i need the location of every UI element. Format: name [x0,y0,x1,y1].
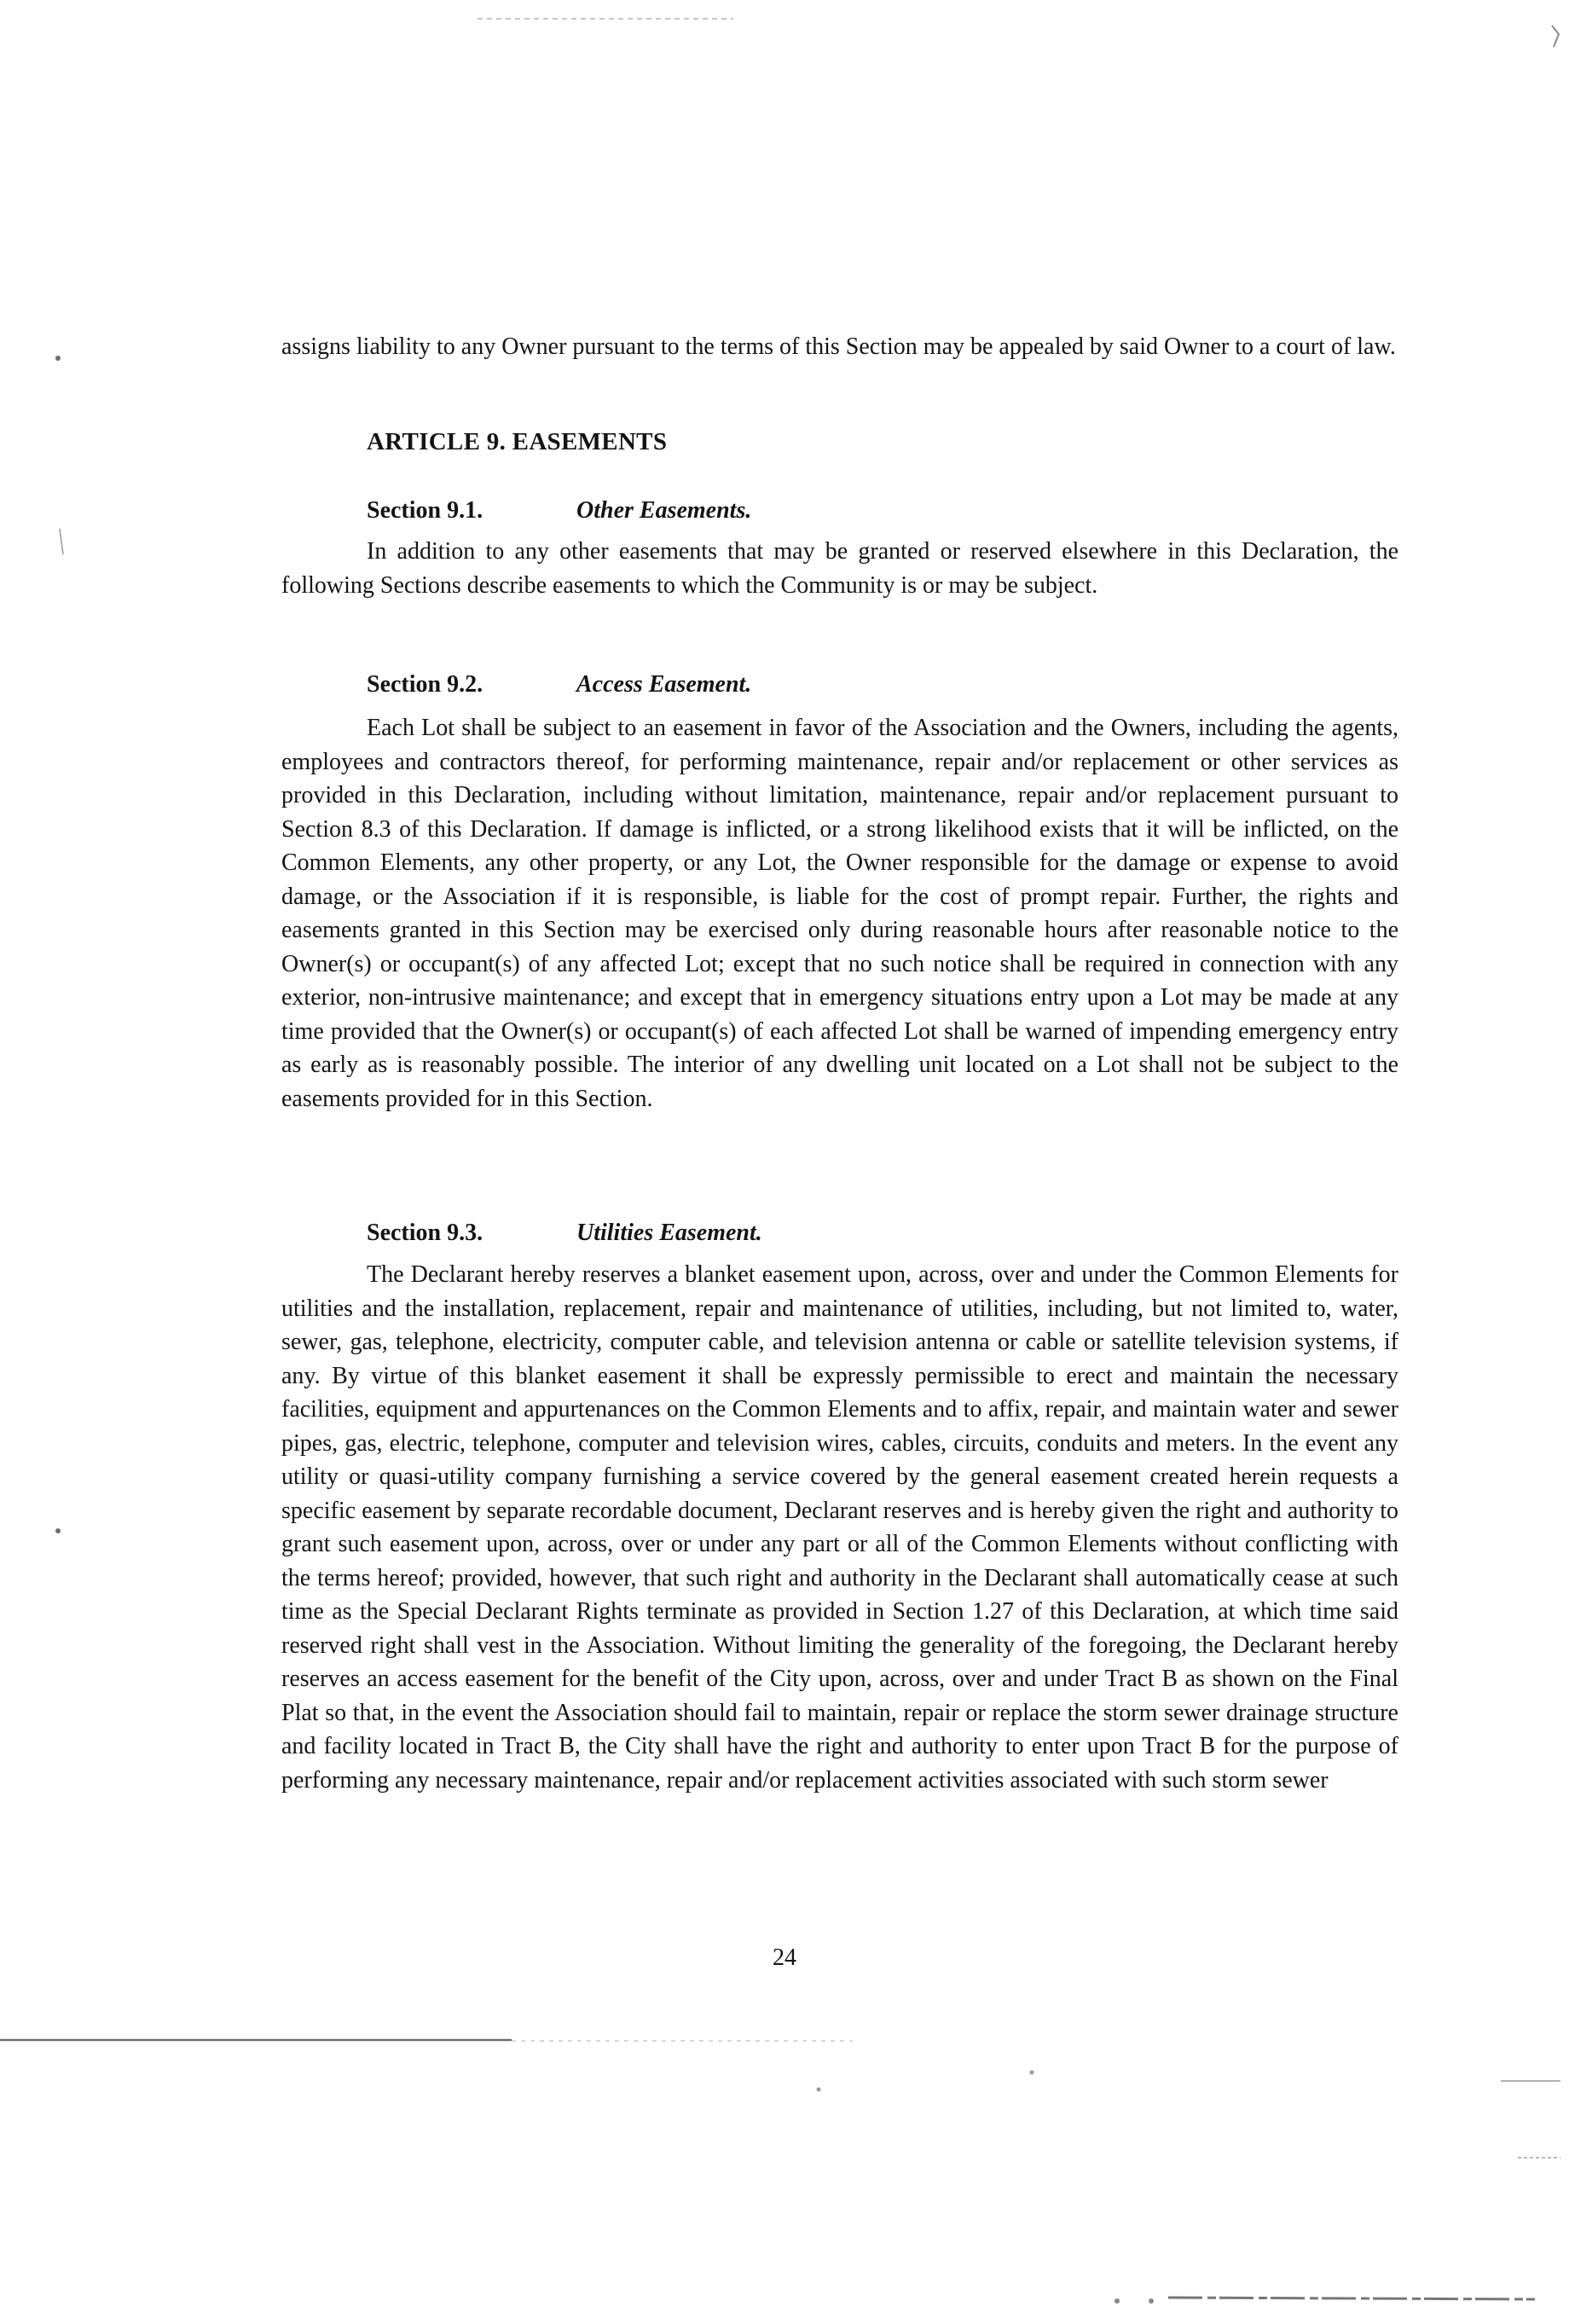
section-heading-9-3 [367,1220,762,1247]
page-number: 24 [773,1944,796,1971]
article-heading: ARTICLE 9. EASEMENTS [367,428,668,455]
section-number: Section 9.1. [367,497,483,524]
section-number: Section 9.2. [367,671,483,698]
section-paragraph-9-2: Each Lot shall be subject to an easement in favor of the Association and the Owners, including the agents, employees and contractors thereof, for performing maintenance, repair and/or replacement or other services as provided in this Declaration, including without limitation, maintenance, repair and/or replacement pursuant to Section 8.3 of this Declaration. If damage is inflicted, or a strong likelihood exists that it will be inflicted, on the Common Elements, any other property, or any Lot, the Owner responsible for the damage or expense to avoid damage, or the Association if it is responsible, is liable for the cost of prompt repair. Further, the rights and easements granted in this Section may be exercised only during reasonable hours after reasonable notice to the Owner(s) or occupant(s) of any affected Lot; except that no such notice shall be required in connection with any exterior, non-intrusive maintenance; and except that in emergency situations entry upon a Lot may be made at any time provided that the Owner(s) or occupant(s) of each affected Lot shall be warned of impending emergency entry as early as is reasonably possible. The interior of any dwelling unit located on a Lot shall not be subject to the easements provided for in this Section. [281,715,1398,1112]
section-paragraph-9-1: In addition to any other easements that may be granted or reserved elsewhere in this Declaration, the following Sections describe easements to which the Community is or may be subject. [281,538,1398,599]
section-heading-9-1 [367,497,751,524]
section-paragraph-9-3: The Declarant hereby reserves a blanket easement upon, across, over and under the Common Elements for utilities and the installation, replacement, repair and maintenance of utilities, including, but not limited to, water, sewer, gas, telephone, electricity, computer cable, and television antenna or cable or satellite television systems, if any. By virtue of this blanket easement it shall be expressly permissible to erect and maintain the necessary facilities, equipment and appurtenances on the Common Elements and to affix, repair, and maintain water and sewer pipes, gas, electric, telephone, computer and television wires, cables, circuits, conduits and meters. In the event any utility or quasi-utility company furnishing a service covered by the general easement created herein requests a specific easement by separate recordable document, Declarant reserves and is hereby given the right and authority to grant such easement upon, across, over or under any part or all of the Common Elements without conflicting with the terms hereof; provided, however, that such right and authority in the Declarant shall automatically cease at such time as the Special Declarant Rights terminate as provided in Section 1.27 of this Declaration, at which time said reserved right shall vest in the Association. Without limiting the generality of the foregoing, the Declarant hereby reserves an access easement for the benefit of the City upon, across, over and under Tract B as shown on the Final Plat so that, in the event the Association should fail to maintain, repair or replace the storm sewer drainage structure and facility located in Tract B, the City shall have the right and authority to enter upon Tract B for the purpose of performing any necessary maintenance, repair and/or replacement activities associated with such storm sewer [281,1261,1398,1794]
section-title: Access Easement. [576,671,752,698]
continuation-paragraph: assigns liability to any Owner pursuant to the terms of this Section may be appealed by said Owner to a court of law. [281,333,1396,360]
section-heading-9-2 [367,671,751,698]
section-number: Section 9.3. [367,1220,483,1246]
section-title: Utilities Easement. [576,1220,762,1246]
section-title: Other Easements. [576,497,752,524]
